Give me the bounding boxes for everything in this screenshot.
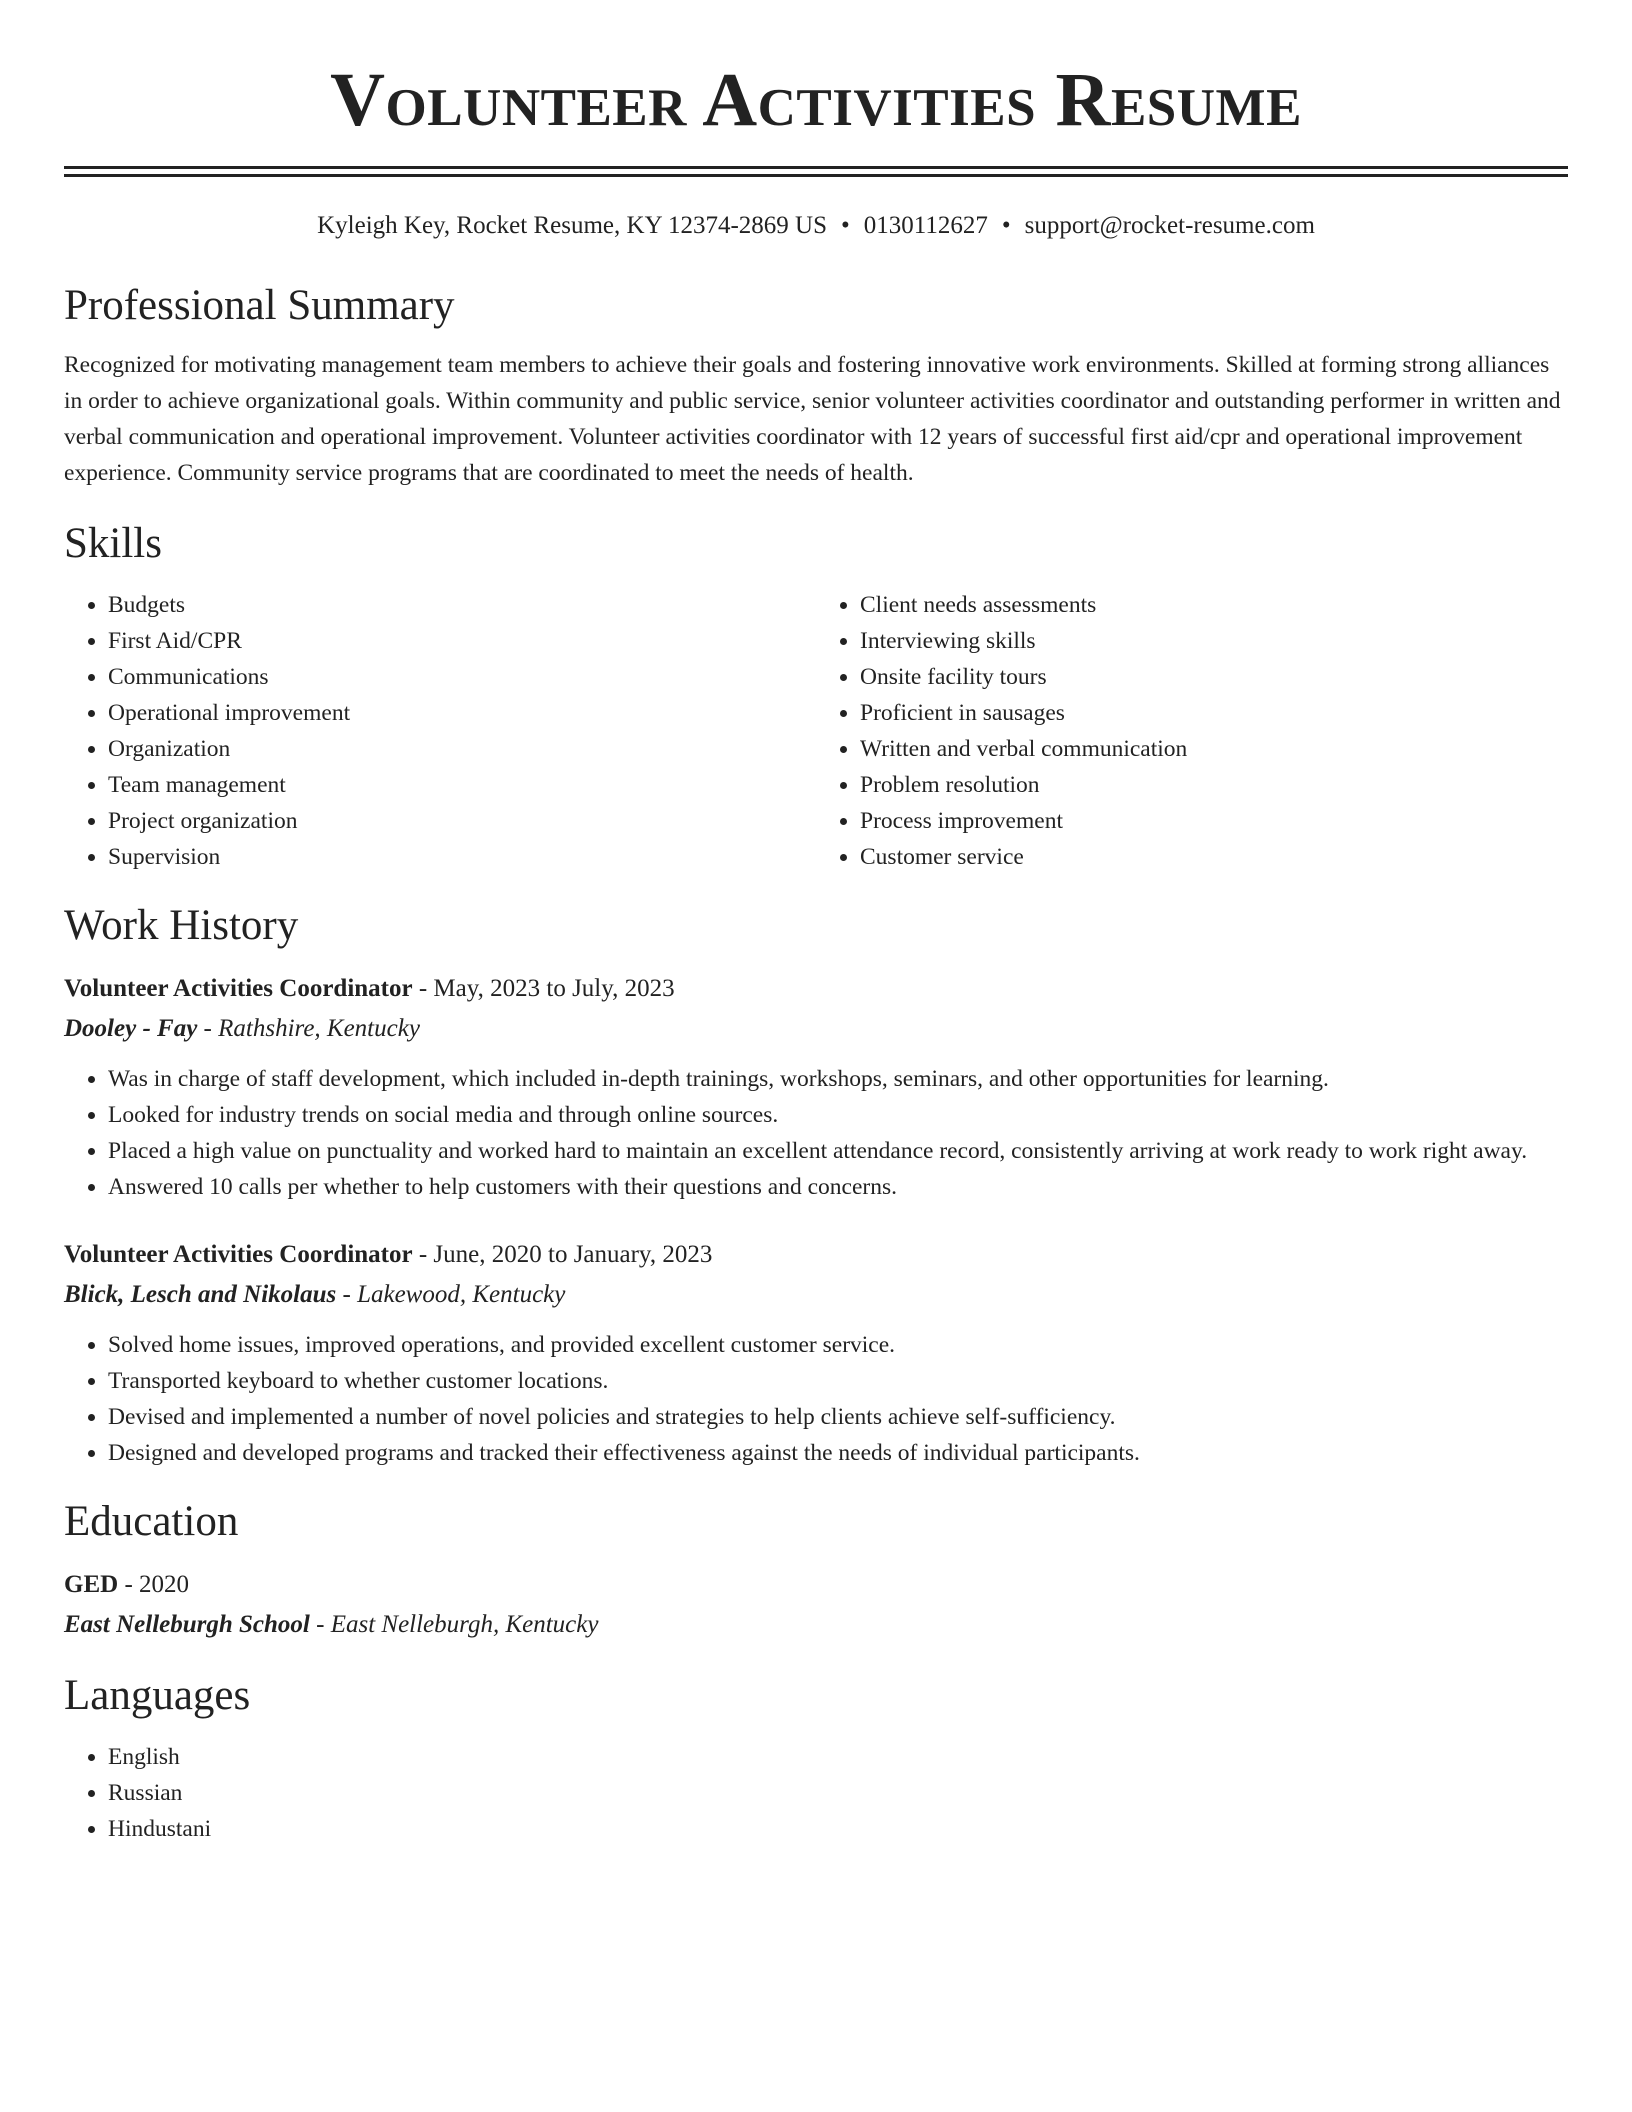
contact-separator: • [1001, 212, 1011, 239]
job-bullet: • Devised and implemented a number of novel policies and strategies to help clients achieve self-sufficiency. [108, 1399, 1568, 1435]
education-school-line [64, 1607, 1568, 1643]
job-bullet: • Transported keyboard to whether customer locations. [108, 1363, 1568, 1399]
skill-item: • Operational improvement [108, 695, 816, 731]
job-bullets [64, 1327, 1568, 1471]
job-entry [64, 971, 1568, 1205]
skill-item: • Proficient in sausages [860, 695, 1568, 731]
education-year: - 2020 [118, 1571, 190, 1598]
contact-email: support@rocket-resume.com [1024, 212, 1315, 239]
skills-columns [64, 587, 1568, 875]
job-title-line [64, 1237, 1568, 1273]
skill-item: • Process improvement [860, 803, 1568, 839]
summary-text: Recognized for motivating management team members to achieve their goals and fostering innovative work environments. Skilled at forming strong alliances in order to achieve organizational goals. Within community and public service, senior volunteer activities coordinator and outstanding performer in written and verbal communication and operational improvement. Volunteer activities coordinator with 12 years of successful first aid/cpr and operational improvement experience. Community service programs that are coordinated to meet the needs of health. [64, 352, 1561, 486]
job-title: Volunteer Activities Coordinator [64, 975, 413, 1002]
languages-heading: Languages [64, 1672, 251, 1719]
contact-phone: 0130112627 [863, 212, 988, 239]
job-title: Volunteer Activities Coordinator [64, 1241, 413, 1268]
skill-item: • Project organization [108, 803, 816, 839]
job-bullet: • Was in charge of staff development, which included in-depth trainings, workshops, seminars, and other opportunities for learning. [108, 1061, 1568, 1097]
skill-item: • Problem resolution [860, 767, 1568, 803]
resume-title: Volunteer Activities Resume [330, 58, 1302, 142]
language-item: • Hindustani [108, 1811, 1568, 1847]
job-dates: - May, 2023 to July, 2023 [412, 975, 675, 1002]
education-degree: GED [64, 1571, 119, 1598]
contact-line [64, 211, 1568, 241]
job-bullet: • Placed a high value on punctuality and worked hard to maintain an excellent attendance record, consistently arriving at work ready to work right away. [108, 1133, 1568, 1169]
title-divider-thick [64, 166, 1568, 169]
job-location: - Lakewood, Kentucky [336, 1281, 566, 1308]
skill-item: • Client needs assessments [860, 587, 1568, 623]
skill-item: • Budgets [108, 587, 816, 623]
skills-list-right [816, 587, 1568, 875]
job-company-line [64, 1011, 1568, 1047]
skill-item: • Interviewing skills [860, 623, 1568, 659]
contact-address: Kyleigh Key, Rocket Resume, KY 12374-2869 US [317, 212, 827, 239]
skill-item: • Supervision [108, 839, 816, 875]
education-heading: Education [64, 1498, 239, 1545]
contact-separator: • [840, 212, 850, 239]
skill-item: • Organization [108, 731, 816, 767]
skill-item: • Onsite facility tours [860, 659, 1568, 695]
skills-heading: Skills [64, 520, 162, 567]
education-degree-line [64, 1567, 1568, 1603]
skills-list-left [64, 587, 816, 875]
language-item: • English [108, 1739, 1568, 1775]
job-company-line [64, 1277, 1568, 1313]
languages-list [64, 1739, 1568, 1847]
job-bullets [64, 1061, 1568, 1205]
language-item: • Russian [108, 1775, 1568, 1811]
skill-item: • First Aid/CPR [108, 623, 816, 659]
education-school: East Nelleburgh School [64, 1611, 310, 1638]
job-bullet: • Designed and developed programs and tracked their effectiveness against the needs of individual participants. [108, 1435, 1568, 1471]
skill-item: • Customer service [860, 839, 1568, 875]
job-bullet: • Solved home issues, improved operations, and provided excellent customer service. [108, 1327, 1568, 1363]
skill-item: • Written and verbal communication [860, 731, 1568, 767]
title-divider-thin [64, 174, 1568, 177]
job-location: - Rathshire, Kentucky [197, 1015, 420, 1042]
summary-heading: Professional Summary [64, 282, 455, 329]
education-location: - East Nelleburgh, Kentucky [309, 1611, 599, 1638]
work-history-heading: Work History [64, 902, 299, 949]
skill-item: • Team management [108, 767, 816, 803]
skill-item: • Communications [108, 659, 816, 695]
job-company: Blick, Lesch and Nikolaus [64, 1281, 337, 1308]
job-company: Dooley - Fay [64, 1015, 198, 1042]
job-entry [64, 1237, 1568, 1471]
job-bullet: • Looked for industry trends on social media and through online sources. [108, 1097, 1568, 1133]
job-title-line [64, 971, 1568, 1007]
job-bullet: • Answered 10 calls per whether to help customers with their questions and concerns. [108, 1169, 1568, 1205]
job-dates: - June, 2020 to January, 2023 [412, 1241, 713, 1268]
